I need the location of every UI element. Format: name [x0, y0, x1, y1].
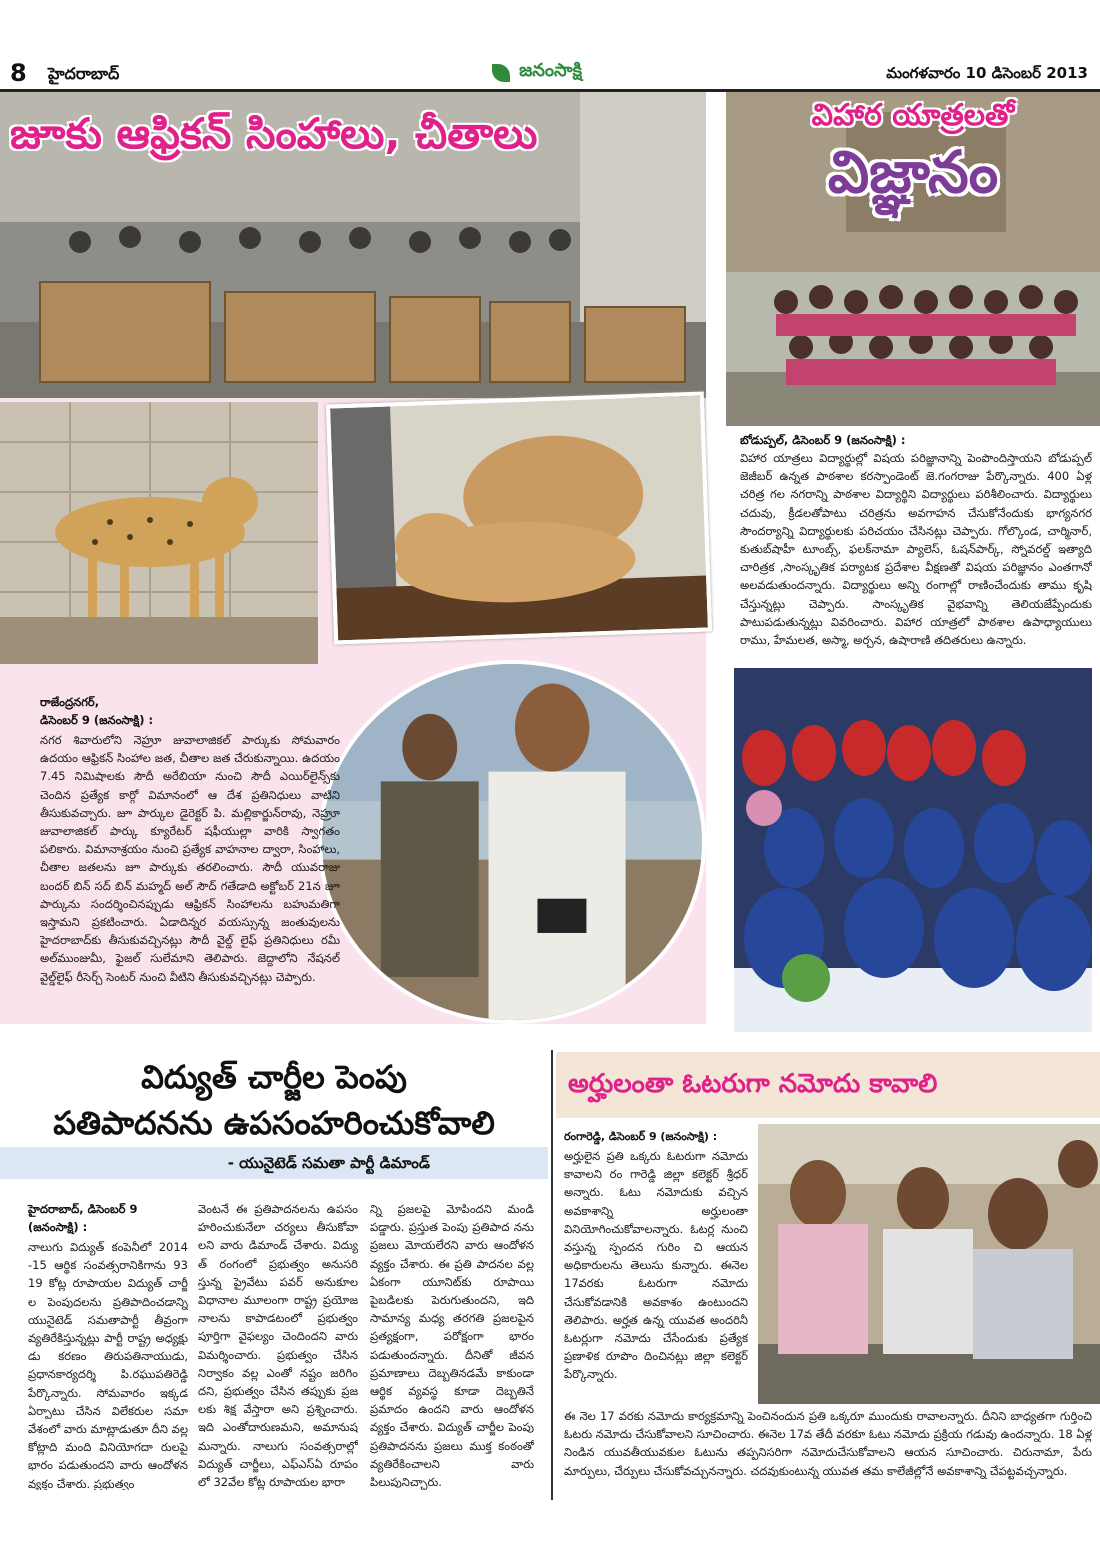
issue-date: మంగళవారం 10 డిసెంబర్ 2013 — [886, 64, 1088, 82]
masthead — [0, 58, 1100, 88]
snow-world-photo — [734, 668, 1092, 1032]
power-headline-line1: విద్యుత్ చార్జీల పెంపు — [141, 1058, 407, 1096]
power-headline-line2: పతిపాదనను ఉపసంహరించుకోవాలి — [53, 1104, 495, 1142]
power-col1-text: నాలుగు విద్యుత్ కంపెనీలో 2014 -15 ఆర్థిక సంవత్సరానికిగాను 93 19 కోట్ల రూపాయల విద్యుత్ చార్జీ ల పెంపుదలను ప్రతిపాదించడాన్ని యునైటెడ్ సమతాపార్టీ తీవ్రంగా వ్యతిరేకిస్తున్నట్లు పార్టీ రాష్ట్ర అధ్యక్షు డు కరణం తిరుపతినాయుడు, ప్రధానకార్యదర్శి పి.రఘుపతిరెడ్డి పేర్కొన్నారు. సోమవారం ఇక్కడ ఏర్పాటు చేసిన విలేకరుల సమా వేశంలో వారు మాట్లాడుతూ దీని వల్ల కోట్లాది మంది వినియోగదా రులపై భారం పడుతుందని వారు ఆందోళన వ్యక్తం చేశారు. ప్రభుత్వం — [28, 1240, 188, 1490]
cheetah-photo — [0, 402, 318, 664]
voter-headline: అర్హులంతా ఓటరుగా నమోదు కావాలి — [568, 1069, 938, 1099]
lion-cubs-photo — [326, 391, 712, 644]
trip-headline-line1: విహార యాత్రలతో — [811, 98, 1015, 133]
power-subhead-box — [0, 1147, 548, 1179]
trip-dateline: బోడుప్పల్, డిసెంబర్ 9 (జనంసాక్షి) : — [740, 433, 906, 447]
trip-headline-line2: విజ్ఞానం — [827, 138, 999, 206]
page-number: 8 — [10, 59, 27, 87]
zoo-headline: జూకు ఆఫ్రికన్ సింహాలు, చీతాలు — [10, 109, 538, 158]
zoo-dateline-date: డిసెంబర్ 9 (జనంసాక్షి) : — [40, 713, 154, 727]
trip-headline — [730, 96, 1096, 208]
brand-name: జనంసాక్షి — [519, 60, 582, 81]
trip-body: విహార యాత్రలు విద్యార్థుల్లో విషయ పరిజ్ఞానాన్ని పెంపొందిస్తాయని బోడుప్పల్ జెజీబర్ ఉన్నత పాఠశాల కరస్పాండెంట్ జె.గంగరాజు పేర్కొన్నారు. 400 ఏళ్ల చరిత్ర గల నగరాన్ని పాఠశాల విద్యార్థిని విద్యార్థులు పరిశీలించారు. విద్యార్థులు చదువు, క్రీడలతోపాటు చరిత్రను అవగాహన చేసుకోనేందుకు భాగ్యనగర సౌందర్యాన్ని విద్యార్థులకు పరిచయం చేసినట్లు చెప్పారు. గోల్కొండ, చార్మినార్, కుతుబ్‌షాహీ టూంబ్స్, ఫలక్‌నామా ప్యాలెస్, ఓషన్‌పార్క్, స్నోవరల్డ్ ఇత్యాది చారిత్రక ,సాంస్కృతిక పర్యాటక ప్రదేశాల వీక్షణతో విషయ పరిజ్ఞానం ఎంతగానో అలవడుతుందన్నారు. విద్యార్థులు అన్ని రంగాల్లో రాణించేందుకు తాము కృషి చేస్తున్నట్లు చెప్పారు. సాంస్కృతిక వైభవాన్ని తెలియజేప్పేందుకు పాటుపడుతున్నట్లు వివరించారు. విహార యాత్రలో పాఠశాల ఉపాధ్యాయులు రాము, హేమలత, అస్మా, అర్చన, ఉషారాణి తదితరులు ఉన్నారు. — [740, 451, 1092, 648]
power-subhead: - యునైటెడ్ సమతా పార్టీ డిమాండ్ — [227, 1154, 430, 1172]
power-headline — [0, 1054, 548, 1146]
section-name: హైదరాబాద్ — [48, 64, 120, 83]
voter-banner — [556, 1052, 1100, 1118]
power-dateline — [28, 1200, 188, 1236]
voter-wide-text — [564, 1407, 1092, 1503]
zoo-body: నగర శివారులోని నెహ్రూ జువాలాజికల్ పార్కుకు సోమవారం ఉదయం ఆఫ్రికన్ సింహాల జత, చీతాల జత చేరుకున్నాయి. ఉదయం 7.45 నిమిషాలకు సౌదీ అరేబియా నుంచి సౌదీ ఎయిర్‌లైన్స్‌కు చెందిన ప్రత్యేక కార్గో విమానంలో ఆ దేశ ప్రతినిధులు వాటిని తీసుకువచ్చారు. జూ పార్కుల డైరెక్టర్ పి. మల్లికార్జున్‌రావు, నెహ్రూ జువాలాజికల్ పార్కు క్యూరేటర్ షఫీయుల్లా వారికి స్వాగతం పలికారు. విమానాశ్రయం నుంచి ప్రత్యేక వాహనాల ద్వారా, సింహాలు, చీతాల జతలను జూ పార్కుకు తరలించారు. సౌదీ యువరాజు బందర్ బిన్ సద్ బిన్ మహ్మద్ అల్ సౌద్ గతేడాది అక్టోబర్ 21న జూ పార్కును సందర్శించినప్పుడు ఆఫ్రికన్ సింహాలను బహుమతిగా ఇస్తామని ప్రకటించారు. ఏడాదిన్నర వయస్సున్న జంతువులను హైదరాబాద్‌కు తీసుకువచ్చినట్లు సౌదీ వైల్డ్ లైఫ్ ప్రతినిధులు రమీ అల్‌ముంజుమీ, ఫైజల్ సులేమాని తెలిపారు. జెద్దాలోని నేషనల్ వైల్డ్‌లైఫ్ రీసెర్చ్ సెంటర్ నుంచి వీటిని తీసుకువచ్చినట్లు చెప్పారు. — [40, 733, 340, 984]
brand-logo — [492, 60, 582, 86]
power-col-2 — [198, 1200, 358, 1490]
voter-dateline: రంగారెడ్డి, డిసెంబర్ 9 (జనంసాక్షి) : — [564, 1130, 718, 1143]
voter-narrow-text — [564, 1147, 748, 1405]
saudi-officials-photo — [318, 660, 706, 1024]
voter-body-narrow: అర్హులైన ప్రతి ఒక్కరు ఓటరుగా నమోదు కావాలని రం గారెడ్డి జిల్లా కలెక్టర్ శ్రీధర్ అన్నారు. ఓటు నమోదుకు వచ్చిన అవకాశాన్ని అర్హులంతా వినియోగించుకోవాలన్నారు. ఓటర్ల నుంచి వస్తున్న స్పందన గురిం చి ఆయన అధికారులను తెలుసు కున్నారు. ఈనెల 17వరకు ఓటరుగా నమోదు చేసుకోవడానికి అవకాశం ఉంటుందని తెలిపారు. అర్హత ఉన్న యువత అందరినీ ఓటర్లుగా నమోదు చేసేందుకు ప్రత్యేక ప్రణాళిక రూపొం దించినట్లు జిల్లా కలెక్టర్ పేర్కొన్నారు. — [564, 1149, 748, 1382]
zoo-dateline — [40, 693, 320, 729]
power-col2-text: వెంటనే ఈ ప్రతిపాదనలను ఉపసం హరించుకునేలా చర్యలు తీసుకోవా లని వారు డిమాండ్ చేశారు. విద్యు త్ రంగంలో ప్రభుత్వం అనుసరి స్తున్న ప్రైవేటు పవర్ అనుకూల విధానాల మూలంగా రాష్ట్ర ప్రయోజ నాలను కాపాడటంలో ప్రభుత్వం పూర్తిగా వైఫల్యం చెందిందని వారు విమర్శించారు. ప్రభుత్వం చేసిన నిర్వాకం వల్ల ఎంతో నష్టం జరిగిం దని, ప్రభుత్వం చేసిన తప్పుకు ప్రజ లకు శిక్ష వేస్తారా అని ప్రశ్నించారు. ఇది ఎంతోదారుణమని, అమానుష మన్నారు. నాలుగు సంవత్సరాల్లో విద్యుత్ చార్జీలు, ఎఫ్‌ఎస్‌ఏ రూపం లో 32వేల కోట్ల రూపాయల భారా — [198, 1202, 358, 1490]
power-col3-text: న్ని ప్రజలపై మోపిందని మండి పడ్డారు. ప్రస్తుత పెంపు ప్రతిపాద నను ప్రజలు మోయలేరని వారు ఆందోళన వ్యక్తం చేశారు. ఈ ప్రతి పాదనల వల్ల ఏకంగా యూనిట్‌కు రూపాయి పైబడిలకు పెరుగుతుందని, ఇది సామాన్య మధ్య తరగతి ప్రజలపైన ప్రత్యక్షంగా, పరోక్షంగా భారం పడుతుందన్నారు. దీనితో జీవన ప్రమాణాలు దెబ్బతినడమే కాకుండా ఆర్థిక వ్యవస్థ కూడా దెబ్బతినే ప్రమాదం ఉందని వారు ఆందోళన వ్యక్తం చేశారు. విద్యుత్ చార్జీల పెంపు ప్రతిపాదనను ప్రజలు ముక్త కంఠంతో వ్యతిరేకించాలని వారు పిలుపునిచ్చారు. — [370, 1202, 534, 1490]
trip-body-text — [740, 449, 1092, 663]
zoo-dateline-place: రాజేంద్రనగర్, — [40, 695, 100, 709]
column-divider — [551, 1050, 553, 1500]
power-dateline-place: హైదరాబాద్, డిసెంబర్ 9 — [28, 1202, 138, 1216]
leaf-icon — [492, 64, 510, 82]
power-col-1 — [28, 1238, 188, 1490]
power-dateline-date: (జనంసాక్షి) : — [28, 1220, 88, 1234]
voter-body-wide: ఈ నెల 17 వరకు నమోదు కార్యక్రమాన్ని పెంచినందున ప్రతి ఒక్కరూ ముందుకు రావాలన్నారు. దీనిని బాధ్యతగా గుర్తించి ఓటరు నమోదు చేసుకోవాలని సూచించారు. ఈనెల 17వ తేదీ వరకూ ఓటు నమోదు ప్రక్రియ గడువు ఉందన్నారు. 18 ఏళ్ల నిండిన యువతీయువకుల ఓటును తప్పనిసరిగా నమోదుచేసుకోవాలని ఆయన సూచించారు. చిరునామా, పేరు మార్పులు, చేర్పులు చేసుకోవచ్చునన్నారు. చదవుకుంటున్న యువత తమ కాలేజీల్లోనే అవకాశాన్ని చేపట్టవచ్చన్నారు. — [564, 1409, 1092, 1478]
power-col-3 — [370, 1200, 534, 1490]
zoo-body-text — [40, 731, 340, 1011]
collector-meeting-photo — [758, 1124, 1100, 1404]
